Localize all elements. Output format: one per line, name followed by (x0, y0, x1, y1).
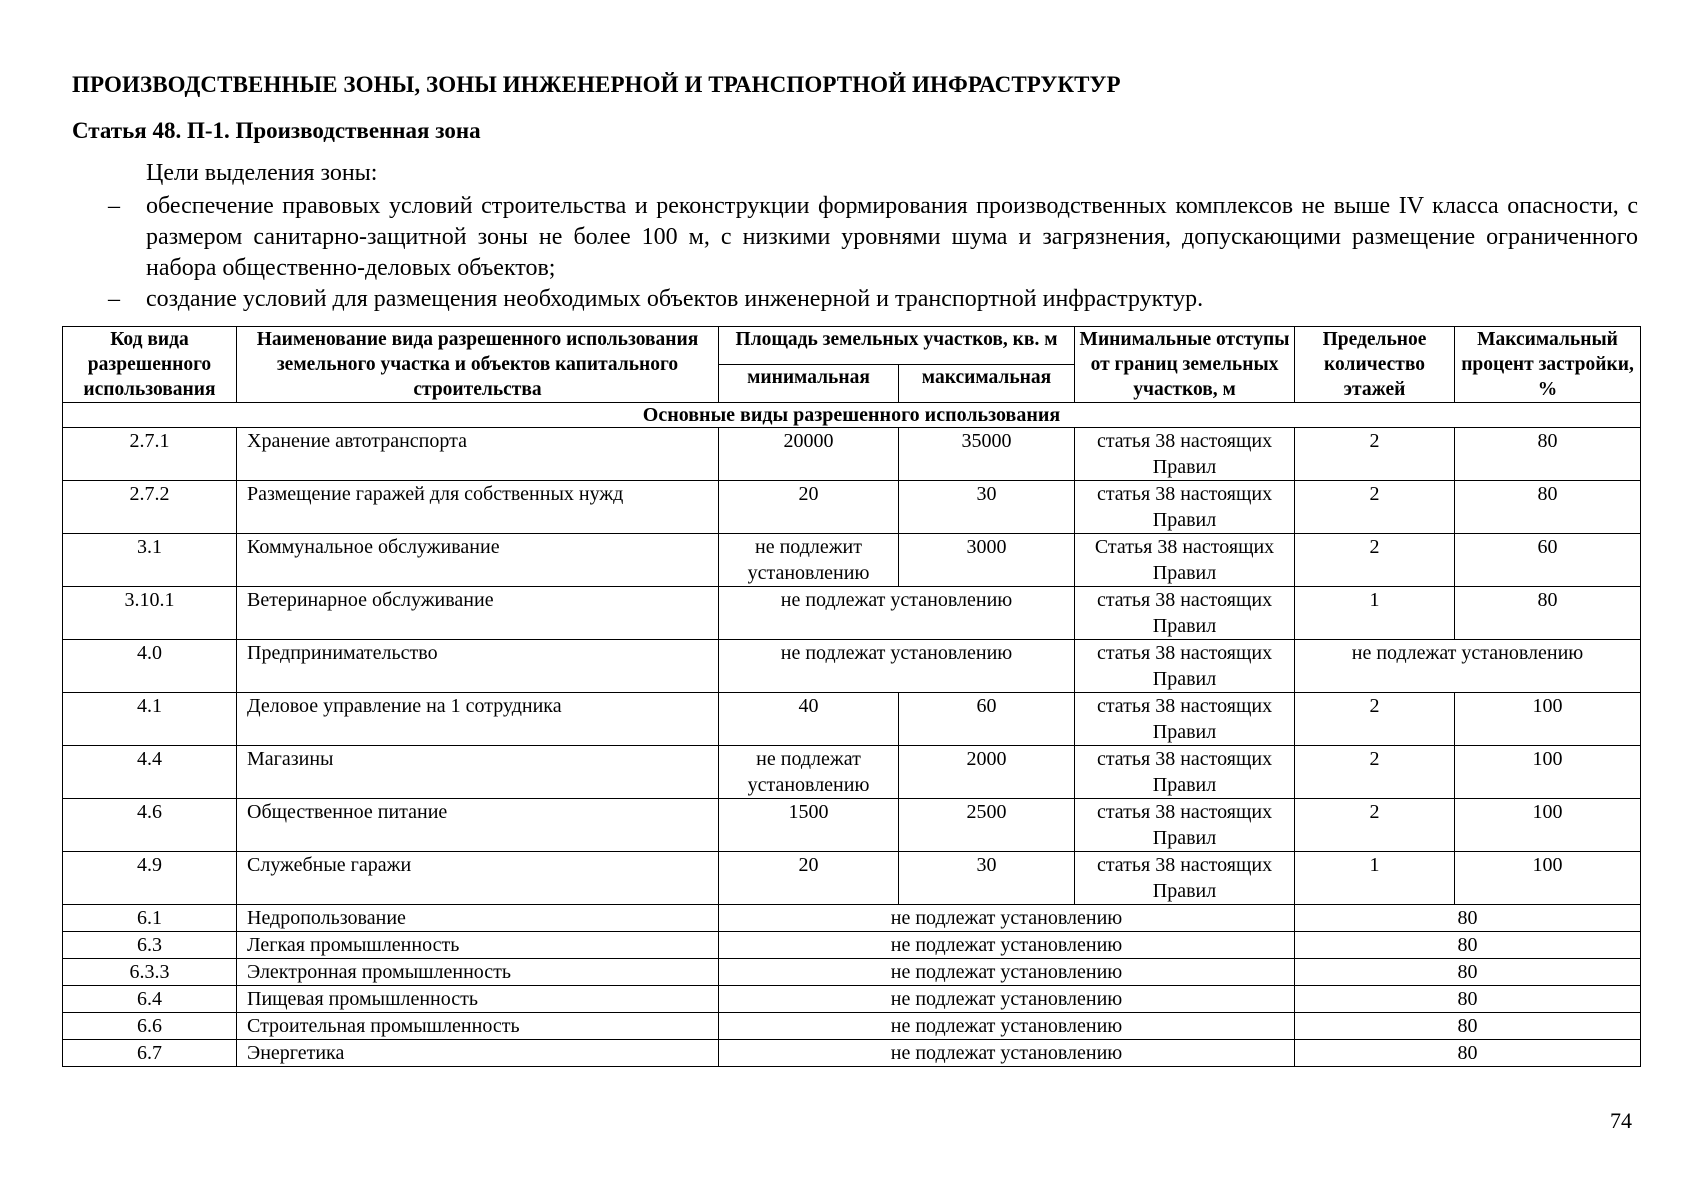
table-row (63, 959, 1641, 986)
cell-name: Деловое управление на 1 сотрудника (237, 693, 719, 746)
cell-code: 4.1 (63, 693, 237, 746)
cell-name: Ветеринарное обслуживание (237, 587, 719, 640)
header-area: Площадь земельных участков, кв. м (719, 327, 1075, 365)
cell-coverage: 60 (1455, 534, 1641, 587)
cell-code: 6.6 (63, 1013, 237, 1040)
zoning-table (62, 326, 1641, 1067)
cell-coverage: 80 (1455, 428, 1641, 481)
header-coverage: Максимальный процент застройки, % (1455, 327, 1641, 403)
cell-floors: 2 (1295, 799, 1455, 852)
cell-coverage: 80 (1455, 587, 1641, 640)
goal-item: – создание условий для размещения необходимых объектов инженерной и транспортной инфраструктур. (108, 284, 1638, 315)
cell-coverage: 80 (1455, 481, 1641, 534)
cell-code: 2.7.1 (63, 428, 237, 481)
table-row (63, 481, 1641, 534)
goals-title: Цели выделения зоны: (146, 160, 378, 186)
cell-name: Служебные гаражи (237, 852, 719, 905)
cell-merged: не подлежат установлению (719, 959, 1295, 986)
table-row (63, 693, 1641, 746)
article-title: Статья 48. П-1. Производственная зона (72, 118, 481, 143)
table-row (63, 587, 1641, 640)
cell-coverage: 80 (1295, 959, 1641, 986)
header-code: Код вида разрешенного использования (63, 327, 237, 403)
cell-area-min: 20 (719, 481, 899, 534)
cell-code: 6.1 (63, 905, 237, 932)
cell-code: 4.6 (63, 799, 237, 852)
cell-setback: статья 38 настоящих Правил (1075, 693, 1295, 746)
cell-area-max: 2000 (899, 746, 1075, 799)
cell-merged: не подлежат установлению (719, 932, 1295, 959)
cell-area-max: 60 (899, 693, 1075, 746)
section-label: Основные виды разрешенного использования (63, 403, 1641, 428)
cell-code: 6.3.3 (63, 959, 237, 986)
cell-area-min: 20 (719, 852, 899, 905)
table-row (63, 1013, 1641, 1040)
cell-area-min: 20000 (719, 428, 899, 481)
header-name: Наименование вида разрешенного использования земельного участка и объектов капитального строительства (237, 327, 719, 403)
cell-code: 3.10.1 (63, 587, 237, 640)
cell-name: Общественное питание (237, 799, 719, 852)
cell-floors: 2 (1295, 693, 1455, 746)
cell-setback: статья 38 настоящих Правил (1075, 852, 1295, 905)
cell-coverage: 80 (1295, 1040, 1641, 1067)
cell-area-max: 3000 (899, 534, 1075, 587)
cell-setback: статья 38 настоящих Правил (1075, 746, 1295, 799)
cell-area-max: 35000 (899, 428, 1075, 481)
table-row (63, 428, 1641, 481)
cell-coverage: 100 (1455, 852, 1641, 905)
cell-code: 4.9 (63, 852, 237, 905)
header-setbacks: Минимальные отступы от границ земельных участков, м (1075, 327, 1295, 403)
table-row (63, 932, 1641, 959)
cell-area-min: 1500 (719, 799, 899, 852)
table-body (63, 403, 1641, 1067)
goals-list (108, 191, 1638, 315)
dash-marker: – (108, 193, 120, 219)
cell-floors: 2 (1295, 746, 1455, 799)
cell-area-max: 30 (899, 481, 1075, 534)
table-row (63, 640, 1641, 693)
cell-area-min: не подлежит установлению (719, 534, 899, 587)
cell-name: Энергетика (237, 1040, 719, 1067)
table-row (63, 799, 1641, 852)
dash-marker: – (108, 286, 120, 312)
header-area-max: максимальная (899, 365, 1075, 403)
cell-merged: не подлежат установлению (719, 905, 1295, 932)
cell-coverage: 80 (1295, 986, 1641, 1013)
section-heading: ПРОИЗВОДСТВЕННЫЕ ЗОНЫ, ЗОНЫ ИНЖЕНЕРНОЙ И ТРАНСПОРТНОЙ ИНФРАСТРУКТУР (72, 72, 1121, 97)
cell-area: не подлежат установлению (719, 640, 1075, 693)
cell-name: Легкая промышленность (237, 932, 719, 959)
cell-floors: 1 (1295, 587, 1455, 640)
cell-floors-coverage: не подлежат установлению (1295, 640, 1641, 693)
table-row (63, 746, 1641, 799)
cell-code: 3.1 (63, 534, 237, 587)
cell-merged: не подлежат установлению (719, 1040, 1295, 1067)
cell-setback: Статья 38 настоящих Правил (1075, 534, 1295, 587)
cell-name: Электронная промышленность (237, 959, 719, 986)
cell-name: Магазины (237, 746, 719, 799)
cell-merged: не подлежат установлению (719, 986, 1295, 1013)
table-header (63, 327, 1641, 403)
cell-area-max: 30 (899, 852, 1075, 905)
cell-name: Строительная промышленность (237, 1013, 719, 1040)
header-floors: Предельное количество этажей (1295, 327, 1455, 403)
cell-name: Пищевая промышленность (237, 986, 719, 1013)
cell-name: Хранение автотранспорта (237, 428, 719, 481)
cell-floors: 2 (1295, 428, 1455, 481)
cell-code: 4.0 (63, 640, 237, 693)
cell-setback: статья 38 настоящих Правил (1075, 799, 1295, 852)
cell-coverage: 100 (1455, 799, 1641, 852)
cell-name: Коммунальное обслуживание (237, 534, 719, 587)
table-row (63, 534, 1641, 587)
cell-area-max: 2500 (899, 799, 1075, 852)
table-row (63, 905, 1641, 932)
cell-setback: статья 38 настоящих Правил (1075, 587, 1295, 640)
cell-setback: статья 38 настоящих Правил (1075, 640, 1295, 693)
cell-setback: статья 38 настоящих Правил (1075, 481, 1295, 534)
cell-setback: статья 38 настоящих Правил (1075, 428, 1295, 481)
cell-name: Недропользование (237, 905, 719, 932)
cell-code: 6.4 (63, 986, 237, 1013)
table-row (63, 1040, 1641, 1067)
cell-name: Размещение гаражей для собственных нужд (237, 481, 719, 534)
cell-coverage: 80 (1295, 932, 1641, 959)
cell-floors: 2 (1295, 481, 1455, 534)
table-row (63, 852, 1641, 905)
cell-coverage: 80 (1295, 1013, 1641, 1040)
table-row (63, 986, 1641, 1013)
cell-area-min: 40 (719, 693, 899, 746)
page-number: 74 (1610, 1108, 1632, 1133)
cell-name: Предпринимательство (237, 640, 719, 693)
header-area-min: минимальная (719, 365, 899, 403)
cell-area: не подлежат установлению (719, 587, 1075, 640)
cell-code: 6.7 (63, 1040, 237, 1067)
goal-item: – обеспечение правовых условий строительства и реконструкции формирования производственных комплексов не выше IV класса опасности, с размером санитарно-защитной зоны не более 100 м, с низкими уровнями шума и загрязнения, допускающими размещение ограниченного набора общественно-деловых объектов; (108, 193, 1638, 281)
cell-merged: не подлежат установлению (719, 1013, 1295, 1040)
cell-floors: 1 (1295, 852, 1455, 905)
cell-code: 2.7.2 (63, 481, 237, 534)
cell-code: 6.3 (63, 932, 237, 959)
cell-coverage: 100 (1455, 693, 1641, 746)
cell-floors: 2 (1295, 534, 1455, 587)
cell-code: 4.4 (63, 746, 237, 799)
cell-area-min: не подлежат установлению (719, 746, 899, 799)
cell-coverage: 80 (1295, 905, 1641, 932)
cell-coverage: 100 (1455, 746, 1641, 799)
